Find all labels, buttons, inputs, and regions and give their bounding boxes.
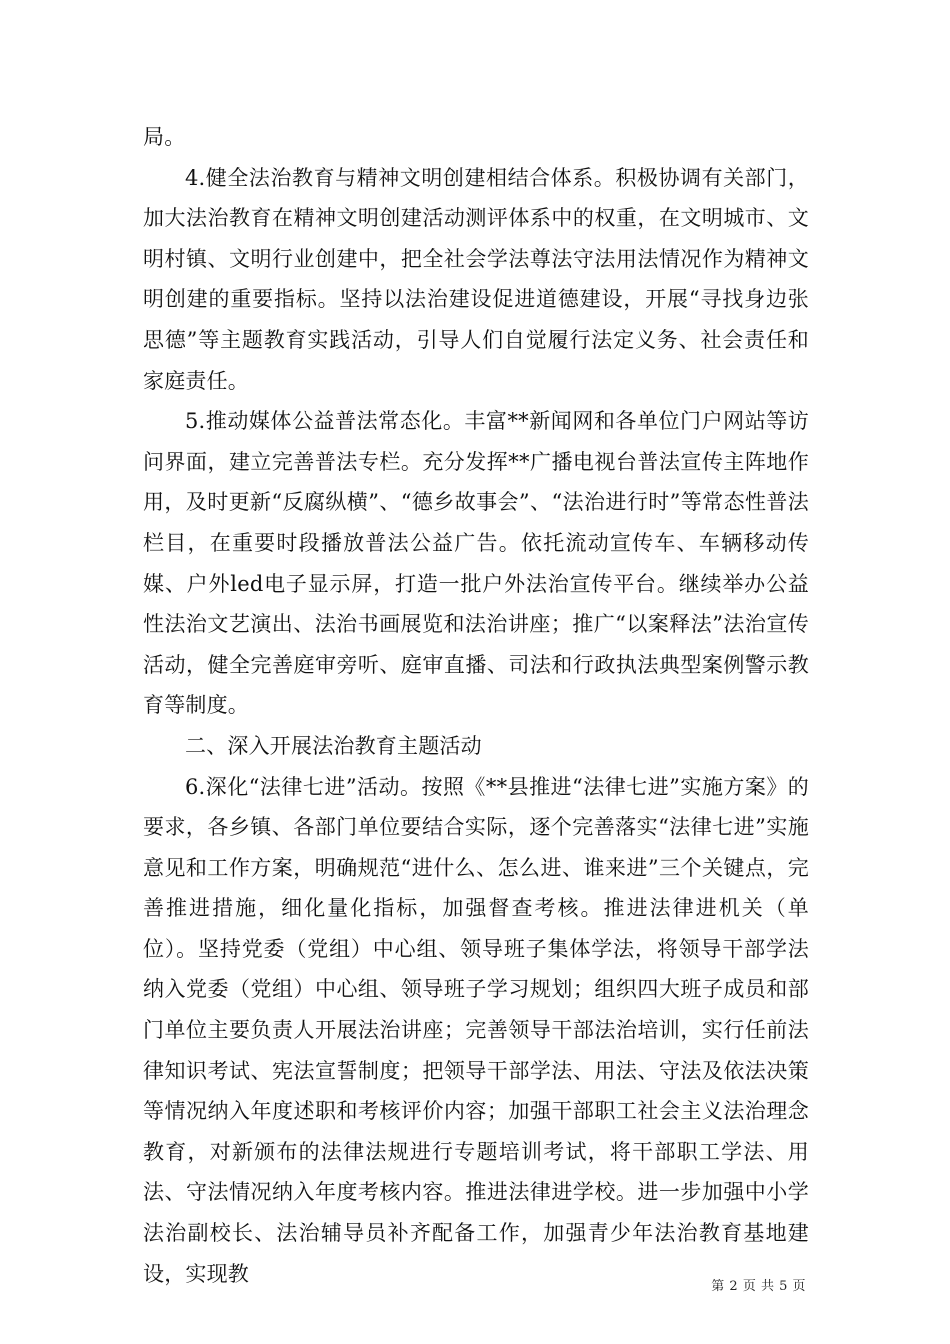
paragraph-continuation: 局。 [143, 125, 186, 149]
paragraph-item-5: 5.推动媒体公益普法常态化。丰富**新闻网和各单位门户网站等访问界面，建立完善普法专栏。充分发挥**广播电视台普法宣传主阵地作用，及时更新“反腐纵横”、“德乡故事会”、“法治进行时”等常态性普法栏目，在重要时段播放普法公益广告。依托流动宣传车、车辆移动传媒、户外led电子显示屏，打造一批户外法治宣传平台。继续举办公益性法治文艺演出、法治书画展览和法治讲座；推广“以案释法”法治宣传活动，健全完善庭审旁听、庭审直播、司法和行政执法典型案例警示教育等制度。 [143, 409, 809, 718]
document-body [143, 117, 809, 1294]
paragraph-item-6: 6.深化“法律七进”活动。按照《**县推进“法律七进”实施方案》的要求，各乡镇、各部门单位要结合实际，逐个完善落实“法律七进”实施意见和工作方案，明确规范“进什么、怎么进、谁来进”三个关键点，完善推进措施，细化量化指标，加强督查考核。推进法律进机关（单位）。坚持党委（党组）中心组、领导班子集体学法，将领导干部学法纳入党委（党组）中心组、领导班子学习规划；组织四大班子成员和部门单位主要负责人开展法治讲座；完善领导干部法治培训，实行任前法律知识考试、宪法宣誓制度；把领导干部学法、用法、守法及依法决策等情况纳入年度述职和考核评价内容；加强干部职工社会主义法治理念教育，对新颁布的法律法规进行专题培训考试，将干部职工学法、用法、守法情况纳入年度考核内容。推进法律进学校。进一步加强中小学法治副校长、法治辅导员补齐配备工作，加强青少年法治教育基地建设，实现教 [143, 774, 809, 1286]
section-heading: 二、深入开展法治教育主题活动 [185, 733, 482, 758]
paragraph-item-4: 4.健全法治教育与精神文明创建相结合体系。积极协调有关部门，加大法治教育在精神文明创建活动测评体系中的权重，在文明城市、文明村镇、文明行业创建中，把全社会学法尊法守法用法情况作为精神文明创建的重要指标。坚持以法治建设促进道德建设，开展“寻找身边张思德”等主题教育实践活动，引导人们自觉履行法定义务、社会责任和家庭责任。 [143, 165, 809, 393]
page-number-footer: 第 2 页 共 5 页 [711, 1279, 806, 1294]
